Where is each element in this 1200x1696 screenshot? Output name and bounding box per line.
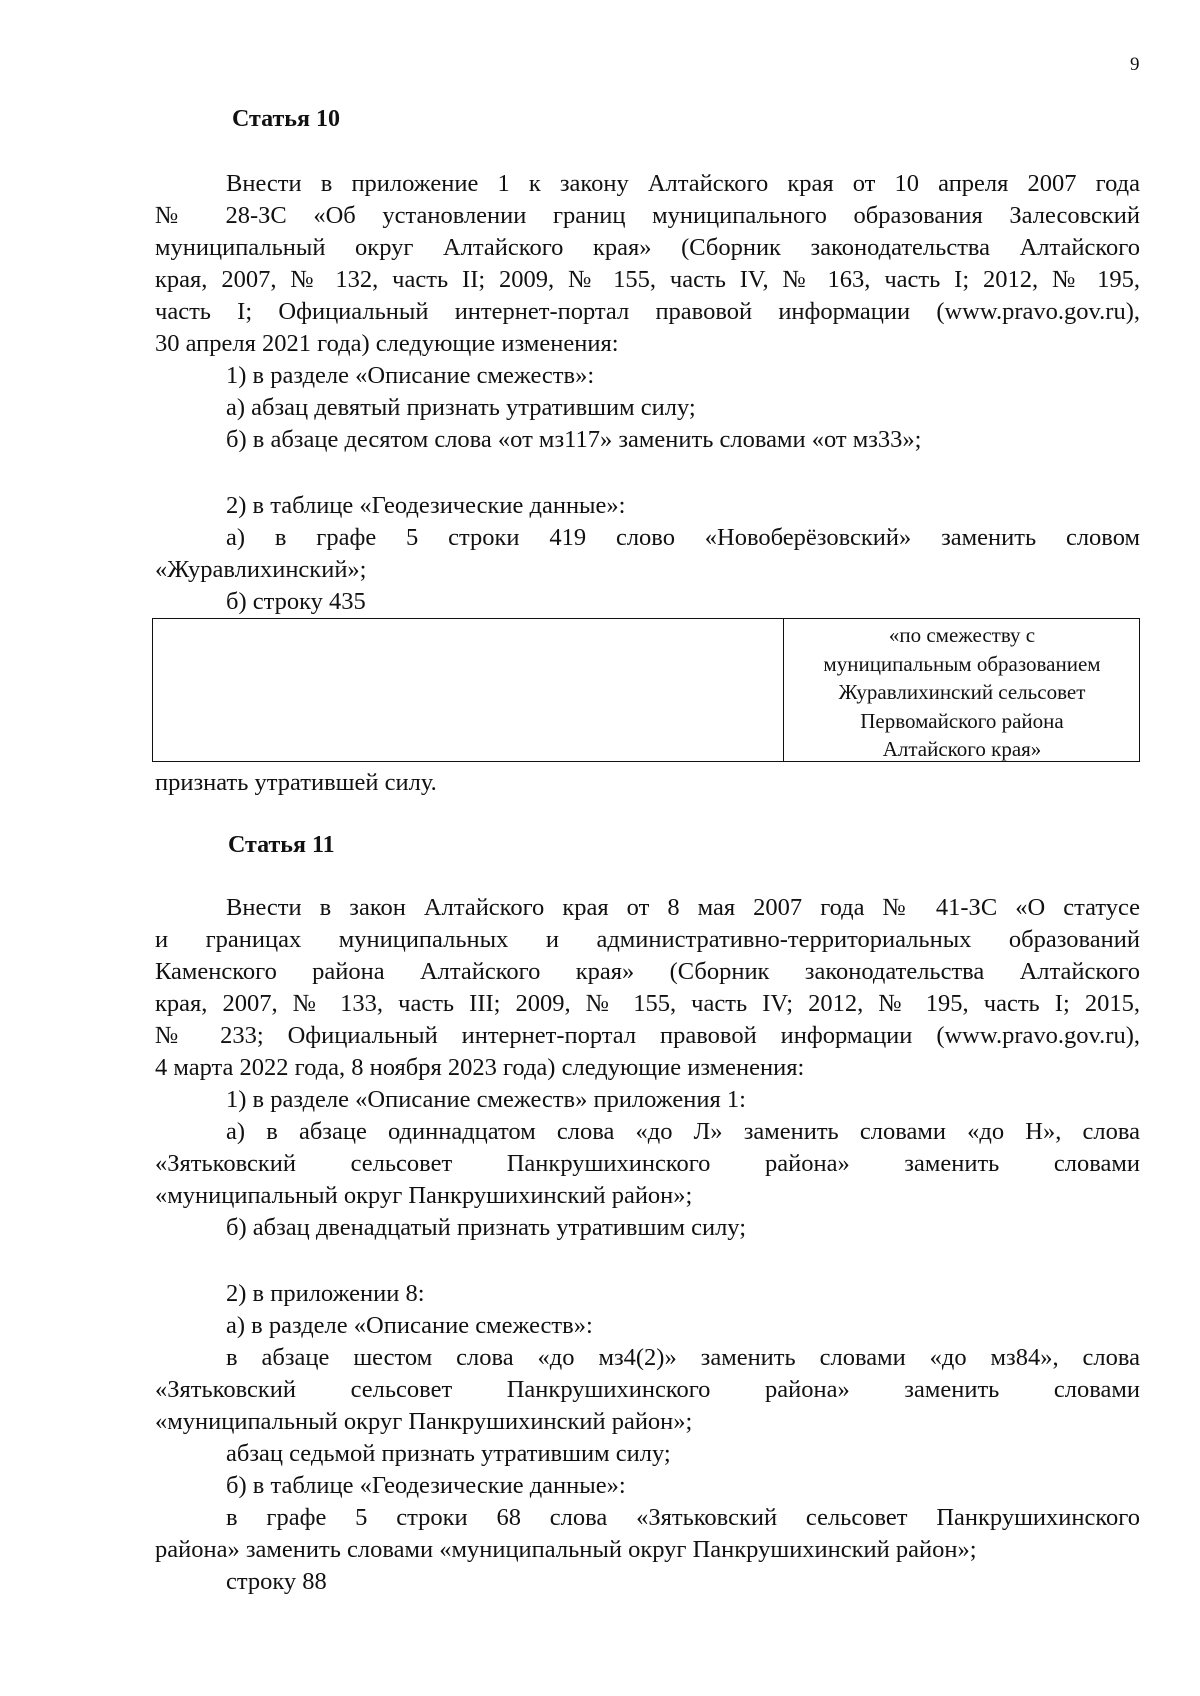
article-11-item-1a: а) в абзаце одиннадцатом слова «до Л» заменить словами «до Н», слова bbox=[226, 1118, 1140, 1145]
article-11-title: Статья 11 bbox=[228, 832, 335, 858]
article-10-title: Статья 10 bbox=[232, 106, 340, 132]
article-11-item-2b-para: в графе 5 строки 68 слова «Зятьковский сельсовет Панкрушихинского bbox=[226, 1504, 1140, 1531]
article-11-item-2: 2) в приложении 8: bbox=[226, 1280, 425, 1307]
article-11-item-2b-para2: строку 88 bbox=[226, 1568, 327, 1595]
article-10-item-2a-cont: «Журавлихинский»; bbox=[155, 556, 367, 583]
article-11-item-1: 1) в разделе «Описание смежеств» приложения 1: bbox=[226, 1086, 746, 1113]
article-11-item-1a-cont: «Зятьковский сельсовет Панкрушихинского района» заменить словами bbox=[155, 1150, 1140, 1177]
article-10-intro-line: муниципальный округ Алтайского края» (Сборник законодательства Алтайского bbox=[155, 234, 1140, 261]
table-cell-line: «по смежеству с bbox=[888, 623, 1036, 647]
article-10-item-1a: а) абзац девятый признать утратившим силу; bbox=[226, 394, 696, 421]
article-10-item-2b: б) строку 435 bbox=[226, 588, 366, 615]
article-11-intro-line: № 233; Официальный интернет-портал правовой информации (www.pravo.gov.ru), bbox=[155, 1022, 1140, 1049]
article-10-item-1b: б) в абзаце десятом слова «от мз117» заменить словами «от мз33»; bbox=[226, 426, 922, 453]
article-11-intro-line: Каменского района Алтайского края» (Сборник законодательства Алтайского bbox=[155, 958, 1140, 985]
article-10-item-2a: а) в графе 5 строки 419 слово «Новоберёзовский» заменить словом bbox=[226, 524, 1140, 551]
article-11-item-2a-para-cont: «муниципальный округ Панкрушихинский район»; bbox=[155, 1408, 693, 1435]
article-11-item-1b: б) абзац двенадцатый признать утратившим силу; bbox=[226, 1214, 747, 1241]
article-11-intro-line: и границах муниципальных и административно-территориальных образований bbox=[155, 926, 1140, 953]
article-10-item-1: 1) в разделе «Описание смежеств»: bbox=[226, 362, 595, 389]
article-10-after-table: признать утратившей силу. bbox=[155, 769, 437, 796]
table-column-divider bbox=[783, 619, 784, 761]
table-cell-line: Журавлихинский сельсовет bbox=[838, 680, 1086, 704]
article-11-intro-line: 4 марта 2022 года, 8 ноября 2023 года) следующие изменения: bbox=[155, 1054, 805, 1081]
article-11-item-2a-para2: абзац седьмой признать утратившим силу; bbox=[226, 1440, 671, 1467]
article-10-intro-line: Внести в приложение 1 к закону Алтайского края от 10 апреля 2007 года bbox=[226, 170, 1140, 197]
amendment-table bbox=[152, 618, 1140, 762]
table-cell-line: Алтайского края» bbox=[882, 737, 1042, 761]
article-11-item-2a-para: в абзаце шестом слова «до мз4(2)» заменить словами «до мз84», слова bbox=[226, 1344, 1140, 1371]
article-11-intro-line: края, 2007, № 133, часть III; 2009, № 155, часть IV; 2012, № 195, часть I; 2015, bbox=[155, 990, 1140, 1017]
article-11-item-2a: а) в разделе «Описание смежеств»: bbox=[226, 1312, 593, 1339]
article-11-intro-line: Внести в закон Алтайского края от 8 мая 2007 года № 41-ЗС «О статусе bbox=[226, 894, 1140, 921]
article-10-intro-line: края, 2007, № 132, часть II; 2009, № 155, часть IV, № 163, часть I; 2012, № 195, bbox=[155, 266, 1140, 293]
table-cell-text bbox=[785, 619, 1139, 761]
article-11-item-2a-para-cont: «Зятьковский сельсовет Панкрушихинского района» заменить словами bbox=[155, 1376, 1140, 1403]
table-cell-line: муниципальным образованием bbox=[823, 651, 1101, 676]
article-10-intro-line: 30 апреля 2021 года) следующие изменения: bbox=[155, 330, 619, 357]
article-10-item-2: 2) в таблице «Геодезические данные»: bbox=[226, 492, 626, 519]
article-11-item-1a-cont: «муниципальный округ Панкрушихинский район»; bbox=[155, 1182, 693, 1209]
page-number: 9 bbox=[1130, 54, 1140, 75]
article-11-item-2b: б) в таблице «Геодезические данные»: bbox=[226, 1472, 626, 1499]
article-11-item-2b-para-cont: района» заменить словами «муниципальный округ Панкрушихинский район»; bbox=[155, 1536, 977, 1563]
article-10-intro-line: часть I; Официальный интернет-портал правовой информации (www.pravo.gov.ru), bbox=[155, 298, 1140, 325]
article-10-intro-line: № 28-ЗС «Об установлении границ муниципального образования Залесовский bbox=[155, 202, 1140, 229]
table-cell-line: Первомайского района bbox=[860, 708, 1064, 733]
